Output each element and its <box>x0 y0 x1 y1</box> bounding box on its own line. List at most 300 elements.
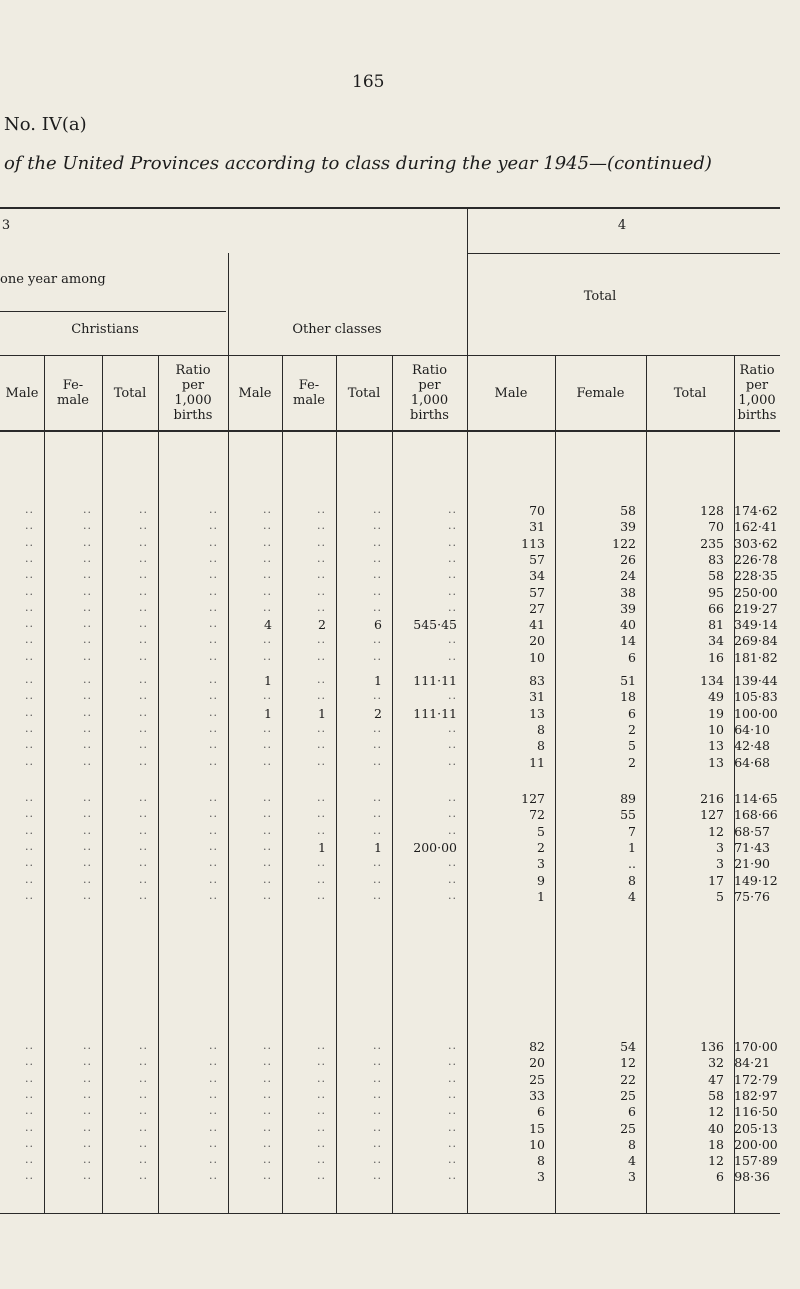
empty-cell: .. <box>209 839 218 853</box>
empty-cell: .. <box>373 633 382 647</box>
empty-cell: .. <box>139 823 148 837</box>
total-cell: 19 <box>708 705 724 721</box>
empty-cell: .. <box>139 1104 148 1118</box>
total-cell: 42·48 <box>734 738 770 754</box>
total-cell: 15 <box>529 1120 545 1136</box>
total-cell: 27 <box>529 600 545 616</box>
total-cell: 116·50 <box>734 1104 778 1120</box>
total-cell: 40 <box>708 1120 724 1136</box>
total-cell: 41 <box>529 617 545 633</box>
empty-cell: .. <box>83 1071 92 1085</box>
empty-cell: .. <box>25 754 34 768</box>
total-cell: 16 <box>708 649 724 665</box>
total-cell: 98·36 <box>734 1169 770 1185</box>
empty-cell: .. <box>83 1039 92 1052</box>
empty-cell: .. <box>25 584 34 598</box>
empty-cell: .. <box>139 721 148 735</box>
total-cell: 25 <box>620 1120 636 1136</box>
total-cell: 6 <box>628 649 636 665</box>
total-cell: 1 <box>628 839 636 855</box>
empty-cell: .. <box>139 856 148 870</box>
empty-cell: .. <box>263 1071 272 1085</box>
column-header: Total <box>673 385 707 401</box>
empty-cell: .. <box>317 689 326 703</box>
column-header: Fe- male <box>293 378 325 408</box>
empty-cell: .. <box>25 705 34 719</box>
empty-cell: .. <box>25 839 34 853</box>
empty-cell: .. <box>83 503 92 516</box>
empty-cell: .. <box>448 633 457 647</box>
empty-cell: .. <box>25 617 34 631</box>
empty-cell: .. <box>209 872 218 886</box>
empty-cell: .. <box>317 1120 326 1134</box>
empty-cell: .. <box>317 1136 326 1150</box>
empty-cell: .. <box>209 617 218 631</box>
empty-cell: .. <box>25 1087 34 1101</box>
empty-cell: .. <box>83 617 92 631</box>
other-classes-cell: 111·11 <box>413 705 457 721</box>
empty-cell: .. <box>209 791 218 804</box>
total-group-label: Total <box>583 289 617 304</box>
empty-cell: .. <box>317 584 326 598</box>
empty-cell: .. <box>448 535 457 549</box>
empty-cell: .. <box>448 689 457 703</box>
total-cell: 181·82 <box>734 649 778 665</box>
empty-cell: .. <box>209 1136 218 1150</box>
empty-cell: .. <box>25 1120 34 1134</box>
empty-cell: .. <box>25 823 34 837</box>
total-cell: 83 <box>708 551 724 567</box>
empty-cell: .. <box>263 1055 272 1069</box>
other-classes-cell: 200·00 <box>413 839 457 855</box>
empty-cell: .. <box>263 823 272 837</box>
total-cell: 8 <box>537 1153 545 1169</box>
empty-cell: .. <box>209 1039 218 1052</box>
empty-cell: .. <box>139 1136 148 1150</box>
empty-cell: .. <box>263 1039 272 1052</box>
total-cell: 226·78 <box>734 551 778 567</box>
empty-cell: .. <box>139 872 148 886</box>
empty-cell: .. <box>263 807 272 821</box>
empty-cell: .. <box>317 535 326 549</box>
empty-cell: .. <box>209 535 218 549</box>
empty-cell: .. <box>373 754 382 768</box>
total-cell: 9 <box>537 872 545 888</box>
empty-cell: .. <box>25 872 34 886</box>
total-cell: 5 <box>716 888 724 904</box>
total-cell: 13 <box>529 705 545 721</box>
empty-cell: .. <box>83 1087 92 1101</box>
empty-cell: .. <box>317 649 326 663</box>
total-cell: 6 <box>628 705 636 721</box>
total-cell: 82 <box>529 1039 545 1054</box>
empty-cell: .. <box>25 1055 34 1069</box>
total-cell: 2 <box>628 754 636 770</box>
total-cell: 58 <box>620 503 636 518</box>
christians-label: Christians <box>71 322 139 337</box>
total-cell: 7 <box>628 823 636 839</box>
empty-cell: .. <box>83 584 92 598</box>
empty-cell: .. <box>209 551 218 565</box>
empty-cell: .. <box>317 1055 326 1069</box>
total-cell: 64·10 <box>734 721 770 737</box>
total-cell: 64·68 <box>734 754 770 770</box>
total-cell: 12 <box>708 823 724 839</box>
empty-cell: .. <box>373 1136 382 1150</box>
empty-cell: .. <box>25 568 34 582</box>
empty-cell: .. <box>209 738 218 752</box>
empty-cell: .. <box>139 1071 148 1085</box>
total-cell: 39 <box>620 519 636 535</box>
empty-cell: .. <box>83 1169 92 1183</box>
empty-cell: .. <box>373 503 382 516</box>
empty-cell: .. <box>448 1071 457 1085</box>
total-cell: 2 <box>537 839 545 855</box>
empty-cell: .. <box>25 649 34 663</box>
empty-cell: .. <box>373 584 382 598</box>
total-cell: 6 <box>716 1169 724 1185</box>
total-cell: 57 <box>529 584 545 600</box>
column-header: Fe- male <box>57 378 89 408</box>
total-cell: 12 <box>708 1104 724 1120</box>
empty-cell: .. <box>25 673 34 686</box>
empty-cell: .. <box>139 1153 148 1167</box>
empty-cell: .. <box>83 888 92 902</box>
empty-cell: .. <box>263 1136 272 1150</box>
total-cell: 128 <box>700 503 724 518</box>
empty-cell: .. <box>209 584 218 598</box>
total-cell: 49 <box>708 689 724 705</box>
empty-cell: .. <box>373 856 382 870</box>
empty-cell: .. <box>139 705 148 719</box>
empty-cell: .. <box>373 649 382 663</box>
empty-cell: .. <box>209 1104 218 1118</box>
empty-cell: .. <box>209 568 218 582</box>
empty-cell: .. <box>373 1071 382 1085</box>
empty-cell: .. <box>373 568 382 582</box>
empty-cell: .. <box>373 1153 382 1167</box>
empty-cell: .. <box>317 1039 326 1052</box>
total-cell: 105·83 <box>734 689 778 705</box>
empty-cell: .. <box>25 535 34 549</box>
empty-cell: .. <box>317 888 326 902</box>
empty-cell: .. <box>139 738 148 752</box>
empty-cell: .. <box>373 807 382 821</box>
empty-cell: .. <box>263 633 272 647</box>
empty-cell: .. <box>139 807 148 821</box>
total-cell: 139·44 <box>734 673 778 688</box>
total-cell: 113 <box>521 535 545 551</box>
empty-cell: .. <box>209 705 218 719</box>
total-cell: 12 <box>708 1153 724 1169</box>
empty-cell: .. <box>373 551 382 565</box>
empty-cell: .. <box>373 721 382 735</box>
empty-cell: .. <box>448 551 457 565</box>
empty-cell: .. <box>209 754 218 768</box>
empty-cell: .. <box>448 791 457 804</box>
total-cell: 26 <box>620 551 636 567</box>
empty-cell: .. <box>83 673 92 686</box>
empty-cell: .. <box>139 673 148 686</box>
empty-cell: .. <box>83 649 92 663</box>
empty-cell: .. <box>83 738 92 752</box>
empty-cell: .. <box>263 503 272 516</box>
empty-cell: .. <box>139 1087 148 1101</box>
empty-cell: .. <box>263 689 272 703</box>
empty-cell: .. <box>209 673 218 686</box>
empty-cell: .. <box>373 872 382 886</box>
total-cell: 235 <box>700 535 724 551</box>
total-cell: 83 <box>529 673 545 688</box>
total-cell: 95 <box>708 584 724 600</box>
total-cell: 18 <box>620 689 636 705</box>
empty-cell: .. <box>317 1071 326 1085</box>
empty-cell: .. <box>209 807 218 821</box>
total-cell: 205·13 <box>734 1120 778 1136</box>
empty-cell: .. <box>373 535 382 549</box>
empty-cell: .. <box>209 721 218 735</box>
empty-cell: .. <box>25 791 34 804</box>
page-number: 165 <box>352 72 385 92</box>
empty-cell: .. <box>83 633 92 647</box>
total-cell: 182·97 <box>734 1087 778 1103</box>
empty-cell: .. <box>25 1169 34 1183</box>
empty-cell: .. <box>139 633 148 647</box>
total-cell: 34 <box>529 568 545 584</box>
total-cell: 269·84 <box>734 633 778 649</box>
empty-cell: .. <box>25 689 34 703</box>
other-classes-cell: 1 <box>264 673 272 688</box>
empty-cell: .. <box>317 568 326 582</box>
empty-cell: .. <box>209 633 218 647</box>
empty-cell: .. <box>448 856 457 870</box>
empty-cell: .. <box>83 754 92 768</box>
empty-cell: .. <box>317 754 326 768</box>
total-cell: 3 <box>537 1169 545 1185</box>
total-cell: 219·27 <box>734 600 778 616</box>
empty-cell: .. <box>317 1153 326 1167</box>
total-cell: 2 <box>628 721 636 737</box>
columns-rule <box>0 355 780 356</box>
empty-cell: .. <box>25 888 34 902</box>
empty-cell: .. <box>139 1169 148 1183</box>
empty-cell: .. <box>209 1153 218 1167</box>
total-cell: 31 <box>529 689 545 705</box>
empty-cell: .. <box>139 519 148 533</box>
one-year-label: one year among <box>0 272 106 287</box>
empty-cell: .. <box>25 856 34 870</box>
empty-cell: .. <box>25 738 34 752</box>
empty-cell: .. <box>317 503 326 516</box>
empty-cell: .. <box>139 503 148 516</box>
empty-cell: .. <box>209 1169 218 1183</box>
empty-cell: .. <box>209 519 218 533</box>
column-header: Total <box>347 385 381 401</box>
total-cell: 20 <box>529 633 545 649</box>
empty-cell: .. <box>139 584 148 598</box>
total-cell: 70 <box>708 519 724 535</box>
empty-cell: .. <box>448 584 457 598</box>
empty-cell: .. <box>83 807 92 821</box>
empty-cell: .. <box>263 519 272 533</box>
other-classes-label: Other classes <box>292 322 382 337</box>
total-cell: 81 <box>708 617 724 633</box>
empty-cell: .. <box>25 503 34 516</box>
total-cell: 12 <box>620 1055 636 1071</box>
total-cell: 25 <box>620 1087 636 1103</box>
total-cell: 162·41 <box>734 519 778 535</box>
total-cell: 172·79 <box>734 1071 778 1087</box>
total-cell: 51 <box>620 673 636 688</box>
total-cell: 55 <box>620 807 636 823</box>
bottom-rule <box>0 1213 780 1214</box>
empty-cell: .. <box>448 600 457 614</box>
total-cell: 24 <box>620 568 636 584</box>
empty-cell: .. <box>448 738 457 752</box>
total-cell: 5 <box>628 738 636 754</box>
group-4-rule <box>467 253 780 254</box>
group-4-label: 4 <box>617 218 627 233</box>
empty-cell: .. <box>263 738 272 752</box>
total-cell: 216 <box>700 791 724 806</box>
total-cell: 31 <box>529 519 545 535</box>
group-3-label: 3 <box>1 218 11 233</box>
empty-cell: .. <box>448 649 457 663</box>
total-cell: 3 <box>716 856 724 872</box>
empty-cell: .. <box>263 584 272 598</box>
column-header: Male <box>494 385 528 401</box>
empty-cell: .. <box>25 633 34 647</box>
empty-cell: .. <box>83 519 92 533</box>
empty-cell: .. <box>448 1153 457 1167</box>
empty-cell: .. <box>83 872 92 886</box>
empty-cell: .. <box>448 888 457 902</box>
empty-cell: .. <box>317 519 326 533</box>
total-cell: 84·21 <box>734 1055 770 1071</box>
empty-cell: .. <box>373 1120 382 1134</box>
empty-cell: .. <box>139 535 148 549</box>
empty-cell: .. <box>25 600 34 614</box>
empty-cell: .. <box>263 856 272 870</box>
total-cell: 157·89 <box>734 1153 778 1169</box>
total-cell: 13 <box>708 754 724 770</box>
empty-cell: .. <box>25 807 34 821</box>
total-cell: 54 <box>620 1039 636 1054</box>
total-cell: 303·62 <box>734 535 778 551</box>
empty-cell: .. <box>373 823 382 837</box>
other-classes-cell: 2 <box>318 617 326 633</box>
header-bottom-rule <box>0 430 780 432</box>
empty-cell: .. <box>317 791 326 804</box>
column-header: Ratio per 1,000 births <box>410 363 449 423</box>
total-cell: 57 <box>529 551 545 567</box>
total-cell: 100·00 <box>734 705 778 721</box>
empty-cell: .. <box>83 856 92 870</box>
document-number: No. IV(a) <box>4 114 87 135</box>
empty-cell: .. <box>317 1169 326 1183</box>
empty-cell: .. <box>263 754 272 768</box>
empty-cell: .. <box>83 535 92 549</box>
other-classes-cell: 6 <box>374 617 382 633</box>
total-cell: 8 <box>628 1136 636 1152</box>
total-cell: 21·90 <box>734 856 770 872</box>
total-cell: 174·62 <box>734 503 778 518</box>
other-classes-cell: 2 <box>374 705 382 721</box>
other-classes-cell: 1 <box>318 705 326 721</box>
total-cell: 134 <box>700 673 724 688</box>
total-cell: 89 <box>620 791 636 806</box>
empty-cell: .. <box>448 503 457 516</box>
empty-cell: .. <box>83 600 92 614</box>
empty-cell: .. <box>83 705 92 719</box>
total-cell: 127 <box>521 791 545 806</box>
empty-cell: .. <box>263 1087 272 1101</box>
total-cell: 4 <box>628 1153 636 1169</box>
other-classes-cell: 1 <box>264 705 272 721</box>
empty-cell: .. <box>83 1153 92 1167</box>
total-cell: 11 <box>529 754 545 770</box>
empty-cell: .. <box>448 1169 457 1183</box>
empty-cell: .. <box>373 689 382 703</box>
empty-cell: .. <box>373 1055 382 1069</box>
empty-cell: .. <box>25 519 34 533</box>
total-cell: 1 <box>537 888 545 904</box>
total-cell: 10 <box>708 721 724 737</box>
total-cell: 58 <box>708 568 724 584</box>
empty-cell: .. <box>83 551 92 565</box>
empty-cell: .. <box>448 568 457 582</box>
total-cell: 136 <box>700 1039 724 1054</box>
empty-cell: .. <box>448 823 457 837</box>
table-subtitle: of the United Provinces according to class during the year 1945—(continued) <box>4 153 712 174</box>
empty-cell: .. <box>25 1071 34 1085</box>
total-cell: 20 <box>529 1055 545 1071</box>
empty-cell: .. <box>317 738 326 752</box>
total-cell: 33 <box>529 1087 545 1103</box>
top-rule <box>0 207 780 209</box>
total-cell: 3 <box>628 1169 636 1185</box>
empty-cell: .. <box>139 791 148 804</box>
empty-cell: .. <box>139 617 148 631</box>
empty-cell: .. <box>373 1104 382 1118</box>
empty-cell: .. <box>263 600 272 614</box>
empty-cell: .. <box>209 1071 218 1085</box>
empty-cell: .. <box>263 721 272 735</box>
total-cell: 170·00 <box>734 1039 778 1054</box>
empty-cell: .. <box>139 689 148 703</box>
empty-cell: .. <box>25 1104 34 1118</box>
empty-cell: .. <box>139 1120 148 1134</box>
empty-cell: .. <box>448 1120 457 1134</box>
column-header: Ratio per 1,000 births <box>173 363 213 423</box>
empty-cell: .. <box>317 856 326 870</box>
empty-cell: .. <box>209 1087 218 1101</box>
total-cell: 3 <box>537 856 545 872</box>
empty-cell: .. <box>139 888 148 902</box>
empty-cell: .. <box>263 535 272 549</box>
empty-cell: .. <box>139 649 148 663</box>
total-cell: 66 <box>708 600 724 616</box>
total-cell: 3 <box>716 839 724 855</box>
total-cell: 8 <box>537 721 545 737</box>
empty-cell: .. <box>139 568 148 582</box>
total-cell: 4 <box>628 888 636 904</box>
empty-cell: .. <box>448 1039 457 1052</box>
total-cell: 6 <box>628 1104 636 1120</box>
empty-cell: .. <box>25 551 34 565</box>
empty-cell: .. <box>263 872 272 886</box>
other-classes-cell: 4 <box>264 617 272 633</box>
